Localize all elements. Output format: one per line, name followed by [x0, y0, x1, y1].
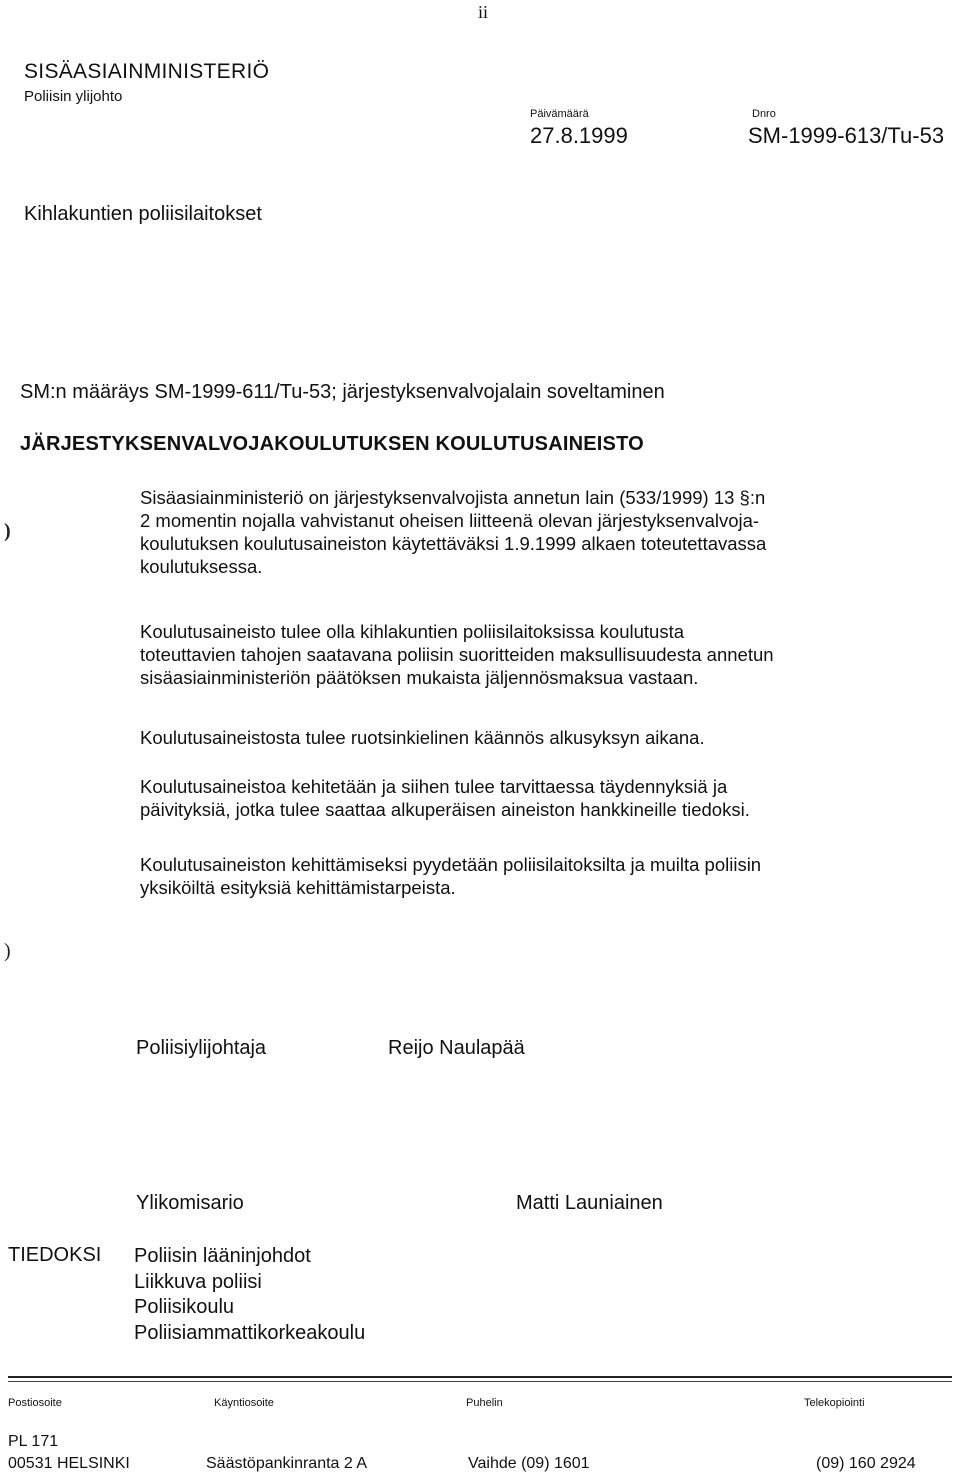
date-value: 27.8.1999 — [530, 123, 628, 148]
footer-phone-value: Vaihde (09) 1601 — [468, 1455, 590, 1472]
paragraph-line: koulutuksen koulutusaineiston käytettäväksi 1.9.1999 alkaen toteutettavassa — [140, 533, 767, 554]
cc-item: Liikkuva poliisi — [134, 1270, 262, 1293]
footer-postal-line2: 00531 HELSINKI — [8, 1455, 130, 1472]
paragraph-line: Sisäasiainministeriö on järjestyksenvalvojista annetun lain (533/1999) 13 §:n — [140, 487, 766, 508]
paragraph-line: 2 momentin nojalla vahvistanut oheisen liitteenä olevan järjestyksenvalvoja- — [140, 510, 760, 531]
paragraph-line: yksiköiltä esityksiä kehittämistarpeista. — [140, 877, 456, 898]
cc-item: Poliisiammattikorkeakoulu — [134, 1321, 366, 1344]
paragraph-2 — [140, 620, 955, 689]
footer-divider — [8, 1376, 952, 1378]
date-label: Päivämäärä — [530, 108, 589, 120]
footer-fax-value: (09) 160 2924 — [816, 1455, 916, 1472]
subject-line: SM:n määräys SM-1999-611/Tu-53; järjestyksenvalvojalain soveltaminen — [20, 381, 665, 403]
footer-fax-label: Telekopiointi — [804, 1397, 865, 1409]
footer-postal-line1: PL 171 — [8, 1433, 59, 1450]
cc-item: Poliisin lääninjohdot — [134, 1245, 311, 1267]
paragraph-line: sisäasiainministeriön päätöksen mukaista jäljennösmaksua vastaan. — [140, 667, 699, 688]
document-heading: JÄRJESTYKSENVALVOJAKOULUTUKSEN KOULUTUSAINEISTO — [20, 433, 644, 455]
paragraph-4 — [140, 775, 955, 821]
signer-title-1: Poliisiylijohtaja — [136, 1037, 267, 1059]
cc-label: TIEDOKSI — [8, 1244, 102, 1266]
paragraph-line: Koulutusaineistoa kehitetään ja siihen tulee tarvittaessa täydennyksiä ja — [140, 776, 728, 797]
footer-visit-label: Käyntiosoite — [214, 1397, 274, 1409]
paragraph-line: päivityksiä, jotka tulee saattaa alkuperäisen aineiston hankkineille tiedoksi. — [140, 799, 750, 820]
cc-item: Poliisikoulu — [134, 1296, 235, 1318]
page-number: ii — [478, 2, 489, 22]
paragraph-5 — [140, 853, 955, 899]
ministry-name: SISÄASIAINMINISTERIÖ — [24, 60, 270, 83]
footer-visit-value: Säästöpankinranta 2 A — [206, 1455, 368, 1472]
paragraph-3 — [140, 726, 955, 749]
recipient: Kihlakuntien poliisilaitokset — [24, 203, 262, 225]
footer-postal-label: Postiosoite — [8, 1397, 62, 1409]
paragraph-line: koulutuksessa. — [140, 556, 263, 577]
dnro-value: SM-1999-613/Tu-53 — [748, 123, 945, 148]
signer-name-2: Matti Launiainen — [516, 1192, 663, 1214]
paragraph-line: Koulutusaineistosta tulee ruotsinkielinen käännös alkusyksyn aikana. — [140, 727, 705, 748]
dnro-label: Dnro — [752, 108, 776, 120]
cc-list — [134, 1244, 365, 1346]
paragraph-line: toteuttavien tahojen saatavana poliisin suoritteiden maksullisuudesta annetun — [140, 644, 774, 665]
paragraph-line: Koulutusaineisto tulee olla kihlakuntien poliisilaitoksissa koulutusta — [140, 621, 685, 642]
paragraph-line: Koulutusaineiston kehittämiseksi pyydetään poliisilaitoksilta ja muilta poliisin — [140, 854, 762, 875]
paragraph-1 — [140, 486, 955, 578]
office-name: Poliisin ylijohto — [24, 88, 123, 105]
scan-mark: ) — [4, 520, 11, 542]
scan-mark: ) — [4, 940, 11, 962]
signer-title-2: Ylikomisario — [136, 1192, 244, 1214]
footer-divider-thin — [8, 1381, 952, 1382]
footer-phone-label: Puhelin — [466, 1397, 503, 1409]
signer-name-1: Reijo Naulapää — [388, 1037, 525, 1059]
